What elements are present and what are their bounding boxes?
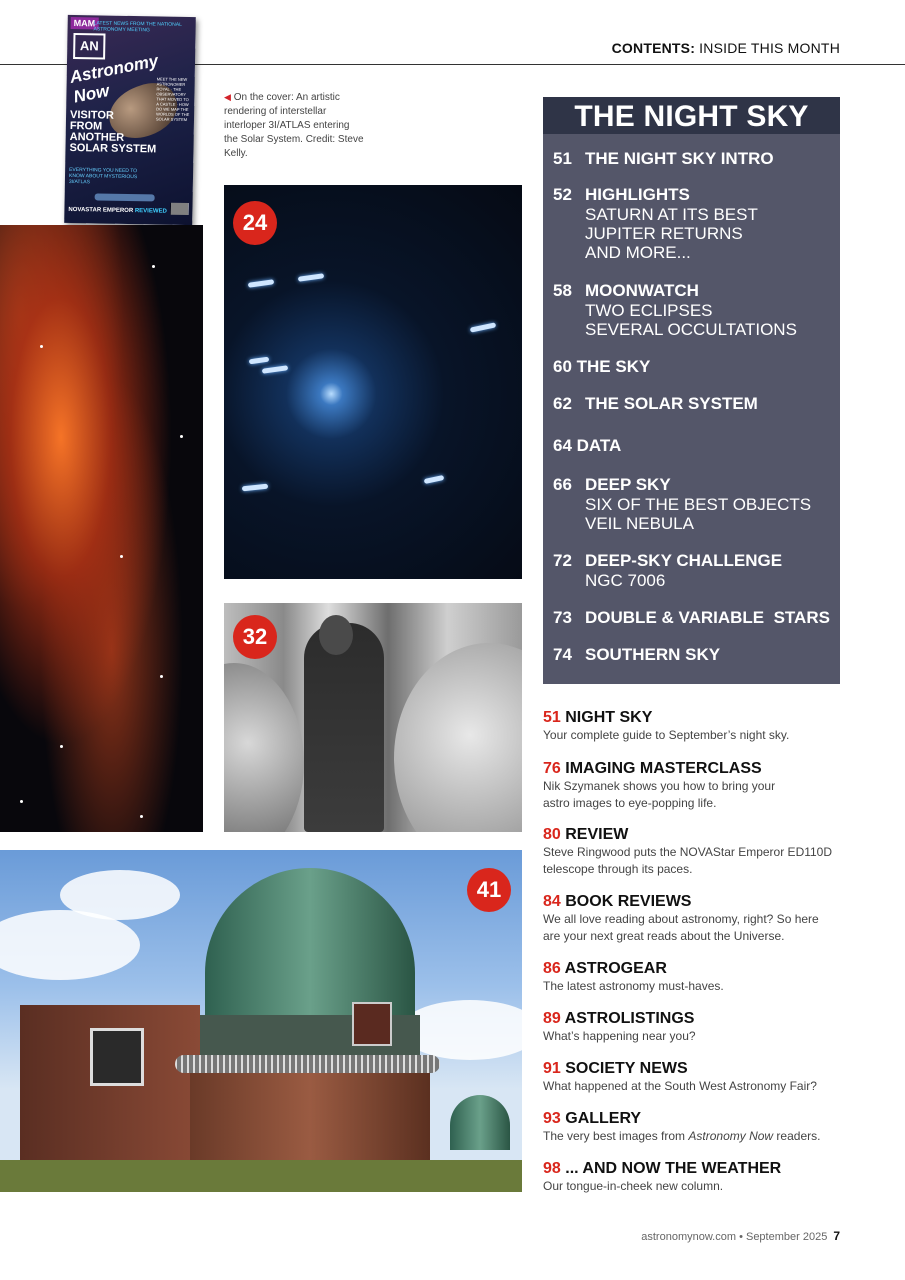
magazine-cover — [64, 15, 196, 225]
item-number: 73 — [553, 608, 572, 627]
star-streak — [242, 484, 268, 492]
globe-shape — [224, 663, 304, 832]
page-badge-comet: 24 — [233, 201, 277, 245]
item-number: 66 — [553, 475, 572, 494]
item-sub: TWO ECLIPSES — [585, 301, 713, 320]
star-streak — [470, 322, 496, 332]
contents-page-number: 93 — [543, 1110, 561, 1127]
item-title: SOUTHERN SKY — [585, 645, 721, 664]
item-number: 74 — [553, 645, 572, 664]
night-sky-title: THE NIGHT SKY — [543, 97, 840, 134]
contents-desc-part: The very best images from — [543, 1129, 689, 1143]
cover-headline-line: ANOTHER — [69, 130, 125, 144]
contents-heading — [543, 760, 843, 778]
star-dot — [152, 265, 155, 268]
item-title: DEEP-SKY CHALLENGE — [585, 551, 783, 570]
contents-desc: What happened at the South West Astronomy Fair? — [543, 1079, 817, 1093]
contents-item[interactable] — [543, 760, 843, 812]
cover-masthead: Astronomy Now — [68, 51, 160, 107]
night-sky-item[interactable] — [553, 149, 774, 168]
building-window — [90, 1028, 144, 1086]
cover-headline — [69, 110, 157, 156]
item-title: THE SOLAR SYSTEM — [585, 394, 758, 413]
globe-photo — [224, 603, 522, 832]
cover-headline-line: FROM — [69, 119, 103, 133]
item-number: 72 — [553, 551, 572, 570]
contents-item[interactable] — [543, 1110, 843, 1145]
item-sub: VEIL NEBULA — [585, 514, 694, 533]
footer-page-number: 7 — [833, 1229, 840, 1243]
cover-barcode — [170, 203, 188, 215]
night-sky-item[interactable] — [553, 394, 758, 413]
night-sky-item[interactable] — [553, 281, 699, 300]
contents-item[interactable] — [543, 826, 843, 878]
caption-arrow-icon: ◀ — [224, 92, 231, 102]
contents-title: NIGHT SKY — [560, 709, 653, 726]
star-streak — [298, 273, 324, 282]
contents-page-number: 91 — [543, 1060, 561, 1077]
footer-site: astronomynow.com • September 2025 — [641, 1231, 828, 1243]
man-figure — [304, 623, 384, 832]
night-sky-panel — [543, 97, 840, 684]
cover-logo-icon: AN — [73, 33, 105, 60]
caption-text: On the cover: An artistic rendering of interstellar interloper 3I/ATLAS entering the Solar System. Credit: Steve Kelly. — [224, 92, 364, 159]
contents-heading — [543, 1060, 843, 1078]
star-streak — [248, 279, 274, 288]
contents-desc-part: readers. — [773, 1129, 821, 1143]
cover-side-text: MEET THE NEW ASTRONOMER ROYAL · THE OBSERVATORY THAT MOVED TO A CASTLE · HOW DO WE MAP THE WORLDS OF THE SOLAR SYSTEM — [155, 76, 190, 122]
item-title: THE NIGHT SKY INTRO — [585, 149, 774, 168]
small-dome — [450, 1095, 510, 1150]
cover-review-main: NOVASTAR EMPEROR — [68, 206, 135, 215]
contents-page-number: 86 — [543, 960, 561, 977]
contents-title: BOOK REVIEWS — [560, 893, 692, 910]
contents-desc: The latest astronomy must-haves. — [543, 979, 724, 993]
contents-page-number: 51 — [543, 709, 561, 726]
contents-heading — [543, 1110, 843, 1128]
star-dot — [60, 745, 63, 748]
balcony-railing — [175, 1055, 440, 1073]
cover-telescope-illustration — [95, 193, 155, 201]
night-sky-item[interactable] — [553, 608, 830, 627]
star-streak — [424, 475, 445, 484]
night-sky-item[interactable] — [553, 475, 671, 494]
contents-desc: Steve Ringwood puts the NOVAStar Emperor ED110D — [543, 845, 833, 859]
contents-heading — [543, 1010, 843, 1028]
nebula-photo — [0, 225, 203, 832]
page-footer — [641, 1229, 840, 1243]
cover-headline-line: SOLAR SYSTEM — [69, 141, 157, 156]
contents-desc: Our tongue-in-cheek new column. — [543, 1179, 724, 1193]
star-streak — [249, 357, 270, 365]
item-title: MOONWATCH — [585, 281, 699, 300]
item-title: DEEP SKY — [585, 475, 671, 494]
cover-review-line — [68, 207, 167, 215]
night-sky-item[interactable] — [553, 645, 720, 664]
contents-page-number: 80 — [543, 826, 561, 843]
cloud — [0, 910, 140, 980]
contents-desc: We all love reading about astronomy, right? So here — [543, 912, 819, 926]
cover-review-tag: REVIEWED — [134, 208, 167, 215]
star-dot — [160, 675, 163, 678]
contents-item[interactable] — [543, 893, 843, 945]
contents-desc: Nik Szymanek shows you how to bring your — [543, 779, 776, 793]
contents-page-number: 76 — [543, 760, 561, 777]
contents-desc — [543, 1128, 843, 1145]
header-bold: CONTENTS: — [611, 40, 696, 56]
contents-desc: Your complete guide to September’s night sky. — [543, 728, 790, 742]
page-badge-globe: 32 — [233, 615, 277, 659]
star-dot — [120, 555, 123, 558]
item-number: 51 — [553, 149, 572, 168]
item-sub: SEVERAL OCCULTATIONS — [585, 320, 797, 339]
contents-heading — [543, 826, 843, 844]
item-sub: AND MORE... — [585, 243, 691, 262]
header-rest: INSIDE THIS MONTH — [695, 40, 840, 56]
contents-page-number: 89 — [543, 1010, 561, 1027]
contents-item[interactable] — [543, 960, 843, 995]
contents-page-number: 84 — [543, 893, 561, 910]
night-sky-item[interactable] — [553, 357, 650, 376]
cover-caption — [224, 90, 364, 161]
contents-heading — [543, 1160, 843, 1178]
contents-title: SOCIETY NEWS — [560, 1060, 688, 1077]
contents-desc: astro images to eye-popping life. — [543, 796, 717, 810]
item-number: 62 — [553, 394, 572, 413]
item-sub: JUPITER RETURNS — [585, 224, 743, 243]
cover-subline: EVERYTHING YOU NEED TO KNOW ABOUT MYSTERIOUS 3I/ATLAS — [68, 166, 138, 186]
star-dot — [180, 435, 183, 438]
star-dot — [40, 345, 43, 348]
contents-title: REVIEW — [560, 826, 629, 843]
item-number: 52 — [553, 185, 572, 204]
globe-shape — [394, 643, 522, 832]
item-title: DOUBLE & VARIABLE STARS — [585, 608, 830, 627]
item-number: 58 — [553, 281, 572, 300]
contents-desc-emphasis: Astronomy Now — [688, 1129, 774, 1143]
item-title: HIGHLIGHTS — [585, 185, 690, 204]
contents-desc: telescope through its paces. — [543, 862, 693, 876]
cover-mam-tag: MAM — [71, 17, 99, 29]
observatory-photo — [0, 850, 522, 1192]
comet-photo — [224, 185, 522, 579]
item-sub: SATURN AT ITS BEST — [585, 205, 758, 224]
star-dot — [140, 815, 143, 818]
contents-item[interactable] — [543, 1160, 843, 1195]
dome-door — [352, 1002, 392, 1046]
contents-desc: are your next great reads about the Universe. — [543, 929, 785, 943]
contents-title: GALLERY — [560, 1110, 642, 1127]
contents-desc: What’s happening near you? — [543, 1029, 696, 1043]
night-sky-item[interactable] — [553, 436, 621, 455]
running-header — [612, 40, 840, 56]
contents-title: ... AND NOW THE WEATHER — [560, 1160, 782, 1177]
star-streak — [262, 365, 288, 374]
page-badge-observatory: 41 — [467, 868, 511, 912]
item-title: 60 THE SKY — [553, 357, 651, 376]
item-sub: SIX OF THE BEST OBJECTS — [585, 495, 812, 514]
contents-item[interactable] — [543, 1010, 843, 1045]
contents-heading — [543, 893, 843, 911]
grass — [0, 1160, 522, 1192]
cloud — [60, 870, 180, 920]
contents-item[interactable] — [543, 709, 843, 744]
cover-headline-line: VISITOR — [69, 108, 114, 122]
contents-title: IMAGING MASTERCLASS — [560, 760, 762, 777]
night-sky-item[interactable] — [553, 185, 690, 204]
contents-heading — [543, 960, 843, 978]
man-head — [319, 615, 353, 655]
cover-topline: LATEST NEWS FROM THE NATIONAL ASTRONOMY MEETING — [93, 20, 182, 34]
contents-heading — [543, 709, 843, 727]
star-dot — [20, 800, 23, 803]
contents-item[interactable] — [543, 1060, 843, 1095]
copper-dome — [205, 868, 415, 1018]
contents-title: ASTROLISTINGS — [560, 1010, 695, 1027]
item-sub: NGC 7006 — [585, 571, 666, 590]
contents-page-number: 98 — [543, 1160, 561, 1177]
item-title: 64 DATA — [553, 436, 622, 455]
contents-title: ASTROGEAR — [560, 960, 667, 977]
night-sky-item[interactable] — [553, 551, 782, 570]
